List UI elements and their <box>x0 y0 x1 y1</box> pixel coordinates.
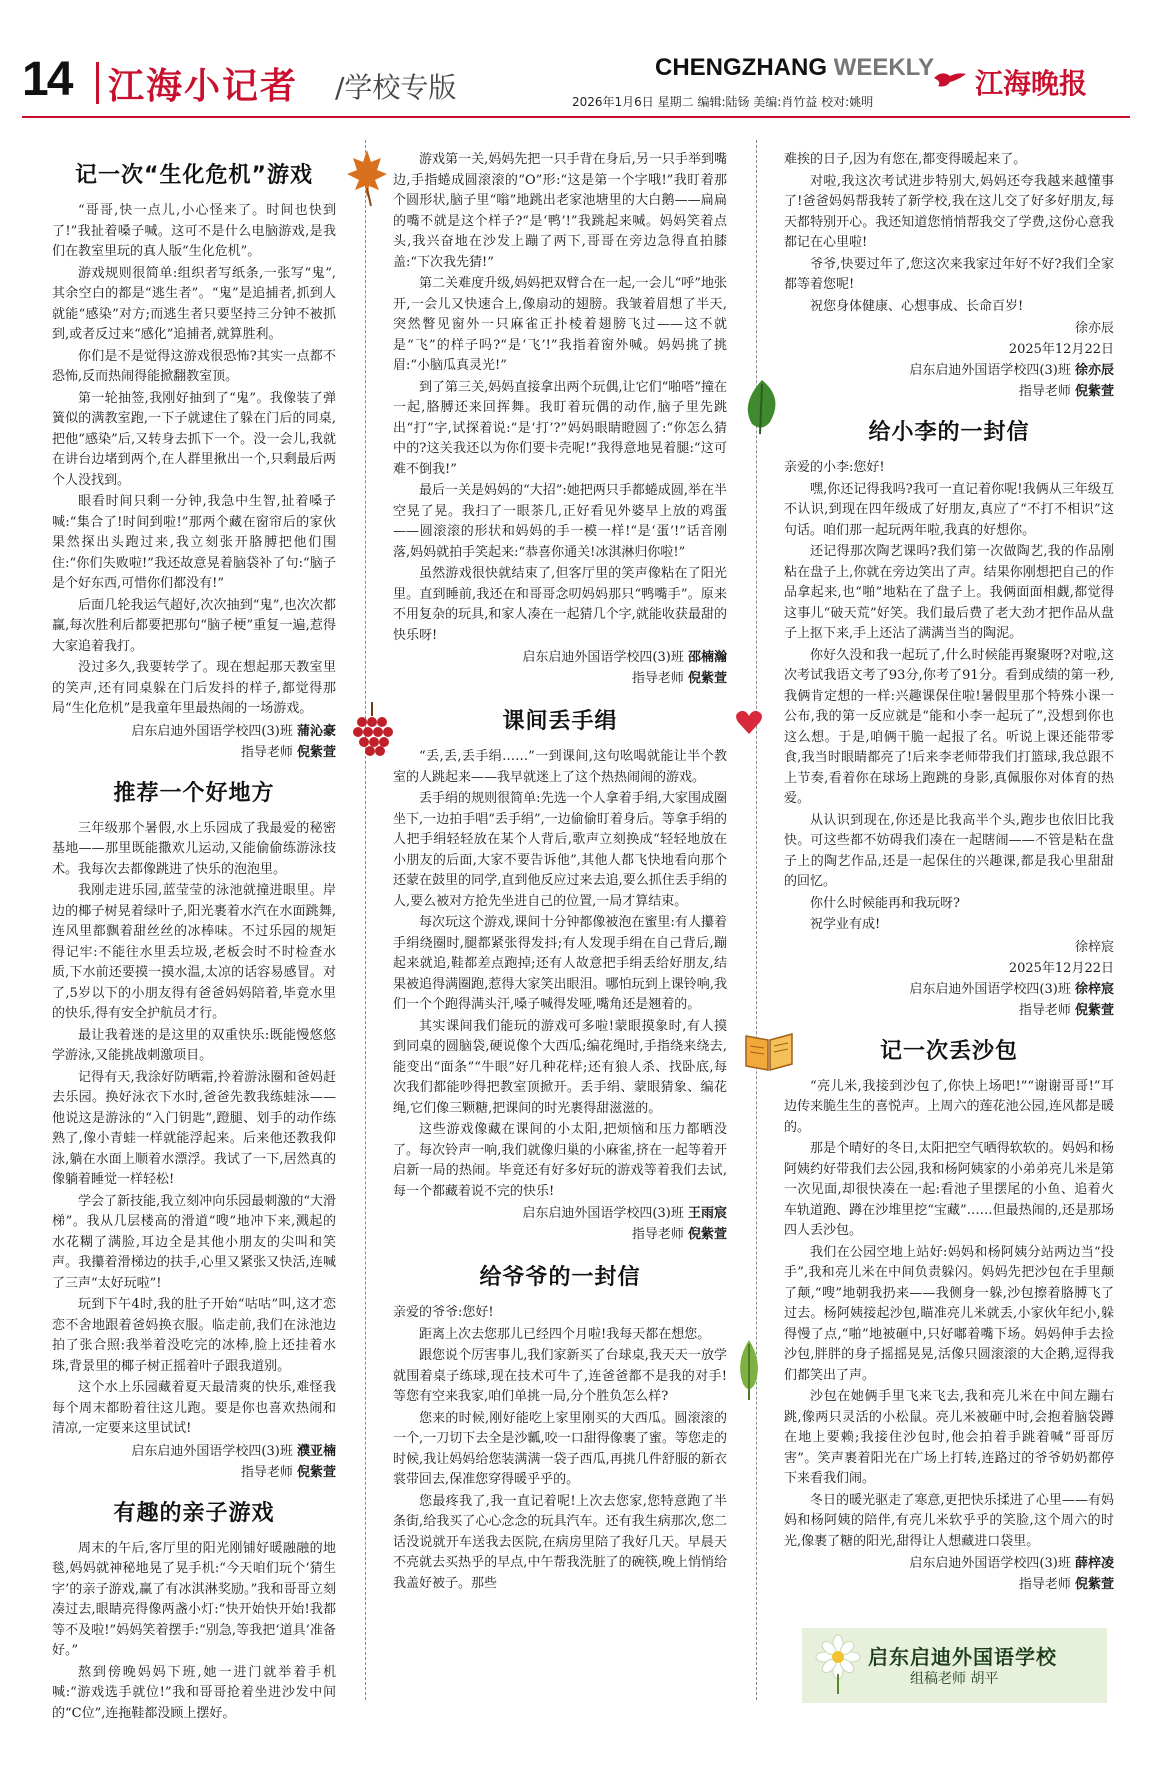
article-body <box>784 150 1114 317</box>
byline-author: 王雨宸 <box>687 1206 727 1221</box>
paragraph: 沙包在她俩手里飞来飞去,我和亮儿米在中间左蹦右跳,像两只灵活的小松鼠。亮儿米被砸中时,会抱着脑袋蹲在地上要赖;我接住沙包时,他会拍着手跳着喊“哥哥厉害”。笑声裹着阳光在广场上打转,连路过的爷爷奶奶都停下来看我们闹。 <box>784 1389 1114 1486</box>
paragraph: 那是个晴好的冬日,太阳把空气晒得软软的。妈妈和杨阿姨约好带我们去公园,我和杨阿姨家的小弟弟亮儿米是第一次见面,却很快凑在一起:看池子里摆尾的小鱼、追着火车轨道跑、蹲在沙堆里挖“宝藏”……但最热闹的,还是那场四人丢沙包。 <box>784 1141 1114 1238</box>
paragraph: 这些游戏像藏在课间的小太阳,把烦恼和压力都晒没了。每次铃声一响,我们就像归巢的小麻雀,挤在一起等着开启新一局的热闹。毕竟还有好多好玩的游戏等着我们去试,每一个都藏着说不完的快乐! <box>393 1122 727 1199</box>
teacher-line <box>52 743 336 762</box>
teacher-line <box>393 1225 727 1244</box>
teacher-name: 倪紫萱 <box>1074 1577 1114 1592</box>
teacher-name: 倪紫萱 <box>1074 384 1114 399</box>
heart-icon <box>735 708 763 736</box>
paragraph: 游戏规则很简单:组织者写纸条,一张写“鬼”,其余空白的都是“逃生者”。“鬼”是追捕者,抓到人就能“感染”对方;而逃生者只要坚持三分钟不被抓到,或者反过来“感化”追捕者,就算胜利。 <box>52 265 336 342</box>
letter-signature: 徐亦辰 <box>1074 321 1114 336</box>
teacher-line <box>784 1001 1114 1020</box>
paragraph: 眼看时间只剩一分钟,我急中生智,扯着嗓子喊:“集合了!时间到啦!”那两个藏在窗帘后的家伙果然探出头跑过来,我立刻张开胳膊把他们围住:“你们失败啦!”我还故意晃着脑袋补了句:“脑子是个好东西,可惜你们都没有!” <box>52 494 336 591</box>
paragraph: 从认识到现在,你还是比我高半个头,跑步也依旧比我快。可这些都不妨碍我们凑在一起瞎闹——不管是粘在盘子上的陶艺作品,还是一起保住的兴趣课,都是我心里甜甜的回忆。 <box>784 812 1114 889</box>
article-body <box>784 480 1114 936</box>
article-title: 推荐一个好地方 <box>113 780 275 806</box>
letter-date: 2025年12月22日 <box>1008 960 1114 976</box>
column-3 <box>784 150 1114 1594</box>
byline-school: 启东启迪外国语学校四(3)班 <box>909 363 1071 378</box>
weekly-title <box>655 54 934 82</box>
berries-icon <box>350 700 394 758</box>
teacher-label: 指导老师 <box>1018 384 1071 399</box>
paragraph: 你们是不是觉得这游戏很恐怖?其实一点都不恐怖,反而热闹得能掀翻教室顶。 <box>52 348 336 384</box>
paragraph: 跟您说个厉害事儿,我们家新买了台球桌,我天天一放学就围着桌子练球,现在技术可牛了,连爸爸都不是我的对手!等您有空来我家,咱们单挑一局,分个胜负怎么样? <box>393 1348 727 1404</box>
paragraph: 这个水上乐园藏着夏天最清爽的快乐,难怪我每个周末都盼着往这儿跑。要是你也喜欢热闹和清凉,一定要来这里试试! <box>52 1380 336 1436</box>
column-divider <box>756 140 757 1700</box>
paragraph: 爷爷,快要过年了,您这次来我家过年好不好?我们全家都等着您呢! <box>784 256 1114 292</box>
maple-leaf-icon <box>345 148 389 208</box>
byline-school: 启东启迪外国语学校四(3)班 <box>522 650 684 665</box>
bird-logo-icon <box>932 70 968 90</box>
byline-author: 邵楠瀚 <box>687 650 727 665</box>
byline-school: 启东启迪外国语学校四(3)班 <box>131 723 293 739</box>
byline <box>784 980 1114 999</box>
organizer-editor: 组稿老师 胡平 <box>910 1671 999 1687</box>
article-body <box>52 201 336 720</box>
paragraph: 第二关难度升级,妈妈把双臂合在一起,一会儿“呼”地张开,一会儿又快速合上,像扇动的翅膀。我皱着眉想了半天,突然瞥见窗外一只麻雀正扑棱着翅膀飞过——这不就是“飞”的样子吗?“是‘飞’!”我指着窗外喊。妈妈挑了挑眉:“小脑瓜真灵光!” <box>393 276 727 373</box>
paragraph: 虽然游戏很快就结束了,但客厅里的笑声像粘在了阳光里。直到睡前,我还在和哥哥念叨妈妈那只“鸭嘴手”。原来不用复杂的玩具,和家人凑在一起猜几个字,就能收获最甜的快乐呀! <box>393 566 727 643</box>
teacher-name: 倪紫萱 <box>1074 1002 1114 1018</box>
paragraph: “丢,丢,丢手绢……”一到课间,这句吆喝就能让半个教室的人跳起来——我早就迷上了这个热热闹闹的游戏。 <box>393 749 727 785</box>
paragraph: 三年级那个暑假,水上乐园成了我最爱的秘密基地——那里既能撒欢儿运动,又能偷偷练游泳技术。我每次去都像跳进了快乐的泡泡里。 <box>52 820 336 877</box>
paragraph: 我们在公园空地上站好:妈妈和杨阿姨分站两边当“投手”,我和亮儿米在中间负责躲闪。妈妈先把沙包在手里颠了颠,“嗖”地朝我扔来——我侧身一躲,沙包擦着胳膊飞了过去。杨阿姨接起沙包,瞄准亮儿米就丢,小家伙年纪小,躲得慢了点,“啪”地被砸中,只好嘟着嘴下场。妈妈伸手去捡沙包,胖胖的身子摇摇晃晃,活像只圆滚滚的大企鹅,逗得我们都笑出了声。 <box>784 1244 1114 1383</box>
paragraph: 最让我着迷的是这里的双重快乐:既能慢悠悠学游泳,又能挑战刺激项目。 <box>52 1027 336 1063</box>
byline <box>784 1554 1114 1573</box>
article-body <box>52 819 336 1440</box>
teacher-name: 倪紫萱 <box>687 671 727 686</box>
teacher-label: 指导老师 <box>631 1227 684 1242</box>
article-body <box>393 150 727 646</box>
byline <box>393 648 727 667</box>
teacher-line <box>784 1575 1114 1594</box>
paragraph: 距离上次去您那儿已经四个月啦!我每天都在想您。 <box>419 1326 711 1342</box>
green-leaf-icon <box>735 1338 763 1402</box>
article-body <box>52 1539 336 1725</box>
byline-author: 濮亚楠 <box>296 1443 336 1459</box>
teacher-label: 指导老师 <box>240 744 293 760</box>
paragraph: 您最疼我了,我一直记着呢!上次去您家,您特意跑了半条街,给我买了心心念念的玩具汽车。还有我生病那次,您二话没说就开车送我去医院,在病房里陪了我好几天。早晨天不亮就去买热乎的早点,中午帮我洗脏了的碗筷,晚上悄悄给我盖好被子。那些 <box>393 1493 727 1591</box>
letter-salutation: 亲爱的小李:您好! <box>784 460 885 475</box>
paragraph: 熬到傍晚妈妈下班,她一进门就举着手机喊:“游戏选手就位!”我和哥哥抢着坐进沙发中间的“C位”,连拖鞋都没顾上摆好。 <box>52 1664 336 1721</box>
paragraph: 丢手绢的规则很简单:先选一个人拿着手绢,大家围成圈坐下,一边拍手唱“丢手绢”,一边偷偷盯着身后。等拿手绢的人把手绢轻轻放在某个人背后,歌声立刻换成“轻轻地放在小朋友的后面,大家不要告诉他”,其他人都飞快地看向那个还蒙在鼓里的同学,直到他反应过来去追,要么抓住丢手绢的人,要么被对方抢先坐进自己的位置,一局才算结束。 <box>393 791 727 909</box>
paragraph: 每次玩这个游戏,课间十分钟都像被泡在蜜里:有人攥着手绢绕圈时,腿都紧张得发抖;有人发现手绢在自己背后,蹦起来就追,鞋都差点跑掉;还有人故意把手绢丢给好朋友,结果被追得满圈跑,惹得大家笑出眼泪。哪怕玩到上课铃响,我们一个个跑得满头汗,嗓子喊得发哑,嘴角还是翘着的。 <box>393 915 727 1012</box>
byline <box>393 1204 727 1223</box>
paragraph: 没过多久,我要转学了。现在想起那天教室里的笑声,还有同桌躲在门后发抖的样子,都觉得那局“生化危机”是我童年里最热闹的一场游戏。 <box>52 660 336 716</box>
article-title: 给爷爷的一封信 <box>479 1265 641 1290</box>
teacher-line <box>393 669 727 688</box>
byline-school: 启东启迪外国语学校四(3)班 <box>522 1206 684 1221</box>
article-title: 记一次丢沙包 <box>879 1038 1018 1064</box>
paragraph: 最后一关是妈妈的“大招”:她把两只手都蜷成圆,举在半空晃了晃。我扫了一眼茶几,正好看见外婆早上放的鸡蛋——圆滚滚的形状和妈妈的手一模一样!“是‘蛋’!”话音刚落,妈妈就拍手笑起来:“恭喜你通关!冰淇淋归你啦!” <box>393 483 727 560</box>
page-number: 14 <box>22 53 72 106</box>
byline-author: 徐亦辰 <box>1074 363 1114 378</box>
paragraph: “亮儿米,我接到沙包了,你快上场吧!”“谢谢哥哥!”耳边传来脆生生的喜悦声。上周六的莲花池公园,连风都是暖的。 <box>784 1078 1114 1135</box>
paragraph: 祝您身体健康、心想事成、长命百岁! <box>810 298 1024 314</box>
paragraph: 第一轮抽签,我刚好抽到了“鬼”。我像装了弹簧似的满教室跑,一下子就逮住了躲在门后的同桌,把他“感染”后,又转身去抓下一个。没一会儿,我就在讲台边堵到两个,在人群里揪出一个,只剩最后两个人没找到。 <box>52 390 336 488</box>
paragraph: 你什么时候能再和我玩呀? <box>810 895 960 911</box>
newspaper-name: 江海晚报 <box>975 67 1088 100</box>
teacher-name: 倪紫萱 <box>296 1464 336 1480</box>
article-title: 课间丢手绢 <box>502 709 618 734</box>
article-title: 给小李的一封信 <box>868 420 1030 445</box>
column-divider <box>365 140 366 1700</box>
paragraph: 后面几轮我运气超好,次次抽到“鬼”,也次次都赢,每次胜利后都要把那句“脑子梗”重复一遍,惹得大家追着我打。 <box>52 597 336 654</box>
letter-salutation: 亲爱的爷爷:您好! <box>393 1305 494 1320</box>
paragraph: 其实课间我们能玩的游戏可多啦!蒙眼摸象时,有人摸到同桌的圆脑袋,硬说像个大西瓜;编花绳时,手指绕来绕去,能变出“面条”“牛眼”好几种花样;还有狼人杀、找卧底,每次我们都能吵得把教室顶掀开。丢手绢、蒙眼猜象、编花绳,它们像三颗糖,把课间的时光裹得甜滋滋的。 <box>393 1018 727 1116</box>
masthead <box>0 0 1153 118</box>
paragraph: 难挨的日子,因为有您在,都变得暖起来了。 <box>784 152 1027 167</box>
daisy-icon <box>812 1634 864 1694</box>
teacher-label: 指导老师 <box>1018 1002 1071 1018</box>
byline-school: 启东启迪外国语学校四(3)班 <box>131 1443 293 1459</box>
teacher-line <box>52 1463 336 1482</box>
paragraph: 嘿,你还记得我吗?我可一直记着你呢!我俩从三年级互不认识,到现在四年级成了好朋友,真应了“不打不相识”这句话。咱们那一起玩两年啦,我真的好想你。 <box>784 481 1114 538</box>
article-title: 有趣的亲子游戏 <box>113 1500 275 1526</box>
teacher-line <box>784 382 1114 401</box>
byline-author: 薛梓凌 <box>1074 1556 1114 1571</box>
column-1 <box>52 150 336 1725</box>
paragraph: 到了第三关,妈妈直接拿出两个玩偶,让它们“啪嗒”撞在一起,胳膊还来回挥舞。我盯着玩偶的动作,脑子里先跳出“打”字,试探着说:“是‘打’?”妈妈眼睛瞪圆了:“你怎么猜中的?这关我还以为你们要卡壳呢!”我得意地晃着腿:“这可难不倒我!” <box>393 379 727 477</box>
article-title: 记一次“生化危机”游戏 <box>75 163 313 188</box>
header-rule <box>22 116 1130 118</box>
section-name: /学校专版 <box>335 71 457 104</box>
organizer-school: 启东启迪外国语学校 <box>868 1645 1057 1669</box>
paragraph: 祝学业有成! <box>810 917 881 932</box>
article-body <box>393 747 727 1202</box>
leaf-icon <box>740 378 784 436</box>
teacher-label: 指导老师 <box>631 671 684 686</box>
paragraph: 您来的时候,刚好能吃上家里刚买的大西瓜。圆滚滚的一个,一刀切下去全是沙瓤,咬一口甜得像裹了蜜。等您走的时候,我让妈妈给您装满满一袋子西瓜,再挑几件舒服的新衣裳带回去,保准您穿得暖乎乎的。 <box>393 1410 727 1487</box>
byline <box>52 1442 336 1461</box>
paragraph: “哥哥,快一点儿,小心怪来了。时间也快到了!”我扯着嗓子喊。这可不是什么电脑游戏,是我们在教室里玩的真人版“生化危机”。 <box>52 203 336 259</box>
paragraph: 还记得那次陶艺课吗?我们第一次做陶艺,我的作品刚粘在盘子上,你就在旁边笑出了声。结果你刚想把自己的作品拿起来,也“啪”地粘在了盘子上。我俩面面相觑,都觉得这事儿“破天荒”好笑。我们最后费了老大劲才把作品从盘子上抠下来,手上还沾了满满当当的陶泥。 <box>784 544 1114 641</box>
paragraph: 游戏第一关,妈妈先把一只手背在身后,另一只手举到嘴边,手指蜷成圆滚滚的“O”形:“这是第一个字哦!”我盯着那个圆形状,脑子里“嗡”地跳出老家池塘里的大白鹅——扁扁的嘴不就是这个样子?“是‘鸭’!”我跳起来喊。妈妈笑着点头,我兴奋地在沙发上蹦了两下,哥哥在旁边急得直拍膝盖:“下次我先猜!” <box>393 152 727 270</box>
article-body <box>393 1325 727 1595</box>
article-body <box>784 1077 1114 1553</box>
column-2 <box>393 150 727 1595</box>
paragraph: 我刚走进乐园,蓝莹莹的泳池就撞进眼里。岸边的椰子树晃着绿叶子,阳光裹着水汽在水面跳舞,连风里都飘着甜丝丝的冰棒味。不过乐园的规矩得记牢:不能往水里丢垃圾,老板会时不时检查水质,下水前还要摸一摸水温,太凉的话容易感冒。对了,5岁以下的小朋友得有爸爸妈妈陪着,毕竟水里的快乐,得有安全护航员才行。 <box>52 883 336 1021</box>
teacher-name: 倪紫萱 <box>296 744 336 760</box>
byline-school: 启东启迪外国语学校四(3)班 <box>909 981 1071 997</box>
weekly-title-b: WEEKLY <box>833 54 935 81</box>
paragraph: 玩到下午4时,我的肚子开始“咕咕”叫,这才恋恋不舍地跟着爸妈换衣服。临走前,我们在泳池边拍了张合照:我举着没吃完的冰棒,脸上还挂着水珠,背景里的椰子树正摇着叶子跟我道别。 <box>52 1297 336 1374</box>
paragraph: 你好久没和我一起玩了,什么时候能再聚聚呀?对啦,这次考试我语文考了93分,你考了91分。看到成绩的第一秒,我俩肯定想的一样:兴趣课保住啦!暑假里那个特殊小课一公布,我的第一反应就是“能和小李一起玩了”,没想到你也这么想。于是,咱俩干脆一起报了名。听说上课还能带零食,我当时眼睛都亮了!后来李老师带我们打篮球,我总跟不上节奏,看着你在球场上跑跳的身影,真佩服你对体育的热爱。 <box>784 647 1114 806</box>
teacher-name: 倪紫萱 <box>687 1227 727 1242</box>
letter-signature: 徐梓宸 <box>1074 939 1114 955</box>
column-brand: 江海小记者 <box>108 66 299 107</box>
teacher-label: 指导老师 <box>1018 1577 1071 1592</box>
byline-school: 启东启迪外国语学校四(3)班 <box>909 1556 1071 1571</box>
byline <box>52 722 336 741</box>
byline-author: 徐梓宸 <box>1074 981 1114 997</box>
paragraph: 记得有天,我涂好防晒霜,拎着游泳圈和爸妈赶去乐园。换好泳衣下水时,爸爸先教我练蛙泳——他说这是游泳的“入门钥匙”,蹬腿、划手的动作练熟了,像小青蛙一样就能浮起来。后来他还教我仰泳,躺在水面上顺着水漂浮。我试了一下,居然真的像躺着睡觉一样轻松! <box>52 1069 336 1187</box>
header-divider <box>96 62 99 104</box>
dateline: 2026年1月6日 星期二 编辑:陆钖 美编:肖竹益 校对:姚明 <box>572 95 874 109</box>
byline-author: 蒲沁豪 <box>296 723 336 739</box>
letter-date: 2025年12月22日 <box>1008 342 1114 357</box>
weekly-title-a: CHENGZHANG <box>655 54 827 81</box>
paragraph: 冬日的暖光驱走了寒意,更把快乐揉进了心里——有妈妈和杨阿姨的陪伴,有亮儿米软乎乎的笑脸,这个周六的时光,像裹了糖的阳光,甜得让人想藏进口袋里。 <box>784 1492 1114 1549</box>
paragraph: 周末的午后,客厅里的阳光刚铺好暖融融的地毯,妈妈就神秘地晃了晃手机:“今天咱们玩个‘猜生字’的亲子游戏,赢了有冰淇淋奖励。”我和哥哥立刻凑过去,眼睛亮得像两盏小灯:“快开始快开始!我都等不及啦!”妈妈笑着摆手:“别急,等我把‘道具’准备好。” <box>52 1540 336 1658</box>
paragraph: 学会了新技能,我立刻冲向乐园最刺激的“大滑梯”。我从几层楼高的滑道“嗖”地冲下来,溅起的水花糊了满脸,耳边全是其他小朋友的尖叫和笑声。我攥着滑梯边的扶手,心里又紧张又快活,连喊了三声“太好玩啦”! <box>52 1193 336 1291</box>
teacher-label: 指导老师 <box>240 1464 293 1480</box>
paragraph: 对啦,我这次考试进步特别大,妈妈还夸我越来越懂事了!爸爸妈妈帮我转了新学校,我在这儿交了好多好朋友,每天都特别开心。我还知道您悄悄帮我交了学费,这份心意我都记在心里啦! <box>784 173 1114 250</box>
byline <box>784 361 1114 380</box>
